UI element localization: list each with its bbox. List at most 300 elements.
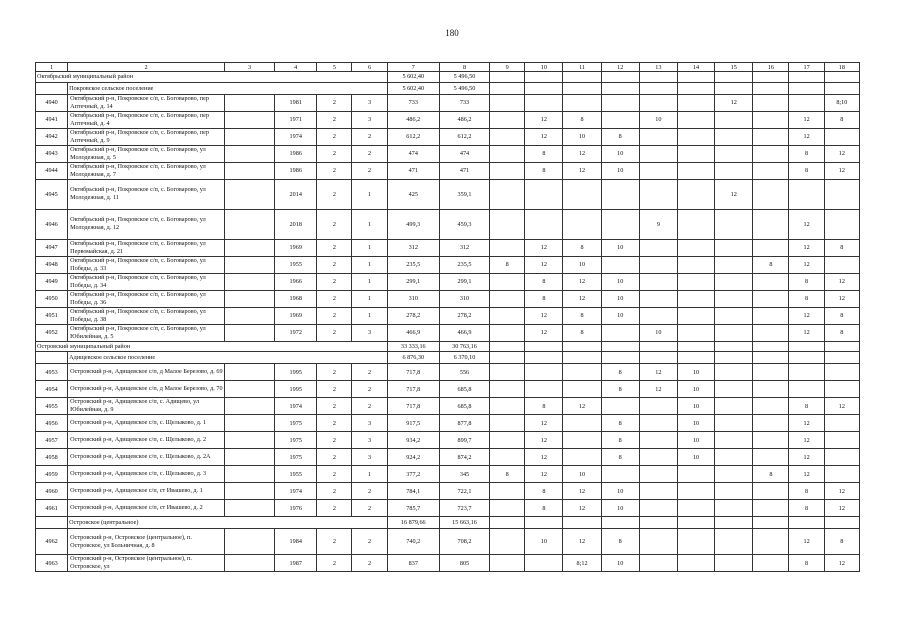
empty-cell xyxy=(715,82,753,94)
table-row xyxy=(36,398,860,415)
cell-col-15 xyxy=(715,449,753,466)
cell-col-16 xyxy=(753,94,789,111)
cell-col-15 xyxy=(715,209,753,239)
row-number: 4946 xyxy=(36,209,68,239)
cell-col-4: 1987 xyxy=(275,555,317,572)
column-number: 16 xyxy=(753,63,789,72)
cell-col-14 xyxy=(677,145,714,162)
cell-col-15 xyxy=(715,145,753,162)
cell-col-11: 8 xyxy=(563,324,601,341)
cell-col-8: 723,7 xyxy=(439,500,489,517)
cell-col-12: 8 xyxy=(601,381,639,398)
cell-col-6: 2 xyxy=(352,145,387,162)
address: Островский р-н, Адищевское с/п, ст Ивашево, д. 2 xyxy=(68,500,225,517)
empty-cell xyxy=(677,517,714,529)
cell-col-11: 8 xyxy=(563,239,601,256)
total-area: 16 879,66 xyxy=(387,517,439,529)
cell-col-10: 12 xyxy=(525,239,563,256)
district-total-row xyxy=(36,72,860,83)
cell-col-16 xyxy=(753,398,789,415)
cell-col-10 xyxy=(525,94,563,111)
empty-cell xyxy=(525,72,563,83)
cell-col-17: 12 xyxy=(789,415,824,432)
cell-col-4: 1995 xyxy=(275,381,317,398)
cell-col-5: 2 xyxy=(317,179,352,209)
cell-col-9 xyxy=(490,364,525,381)
address: Островский р-н, Адищевское с/п, с. Щелыково, д. 3 xyxy=(68,466,225,483)
table-row xyxy=(36,307,860,324)
address: Октябрьский р-н, Покровское с/п, с. Боговарово, пер Аптечный, д. 14 xyxy=(68,94,225,111)
empty-cell xyxy=(753,517,789,529)
row-number: 4962 xyxy=(36,529,68,555)
row-number: 4944 xyxy=(36,162,68,179)
cell-col-14: 10 xyxy=(677,432,714,449)
empty-cell xyxy=(224,500,274,517)
cell-col-15 xyxy=(715,483,753,500)
empty-cell xyxy=(490,72,525,83)
cell-col-18 xyxy=(824,415,859,432)
cell-col-14 xyxy=(677,483,714,500)
cell-col-12 xyxy=(601,111,639,128)
cell-col-6: 1 xyxy=(352,239,387,256)
cell-col-5: 2 xyxy=(317,162,352,179)
cell-col-17: 8 xyxy=(789,145,824,162)
cell-col-10: 12 xyxy=(525,466,563,483)
cell-col-11: 12 xyxy=(563,398,601,415)
cell-col-17 xyxy=(789,381,824,398)
cell-col-5: 2 xyxy=(317,500,352,517)
cell-col-7: 924,2 xyxy=(387,449,439,466)
cell-col-11 xyxy=(563,364,601,381)
cell-col-8: 466,9 xyxy=(439,324,489,341)
row-number: 4943 xyxy=(36,145,68,162)
cell-col-18: 12 xyxy=(824,273,859,290)
cell-col-9: 8 xyxy=(490,466,525,483)
column-number: 11 xyxy=(563,63,601,72)
table-row xyxy=(36,483,860,500)
cell-col-14: 10 xyxy=(677,449,714,466)
empty-cell xyxy=(677,82,714,94)
cell-col-14 xyxy=(677,324,714,341)
cell-col-12: 10 xyxy=(601,162,639,179)
cell-col-15 xyxy=(715,111,753,128)
cell-col-6: 1 xyxy=(352,179,387,209)
cell-col-13 xyxy=(639,162,677,179)
settlement-total-row xyxy=(36,352,860,364)
cell-col-11: 12 xyxy=(563,162,601,179)
cell-col-9 xyxy=(490,432,525,449)
address: Октябрьский р-н, Покровское с/п, с. Боговарово, ул Победы, д. 33 xyxy=(68,256,225,273)
cell-col-7: 917,5 xyxy=(387,415,439,432)
cell-col-15: 12 xyxy=(715,179,753,209)
cell-col-17: 12 xyxy=(789,449,824,466)
empty-cell xyxy=(639,517,677,529)
cell-col-16 xyxy=(753,145,789,162)
cell-col-6: 3 xyxy=(352,415,387,432)
empty-cell xyxy=(525,517,563,529)
cell-col-10: 12 xyxy=(525,324,563,341)
cell-col-11: 10 xyxy=(563,256,601,273)
cell-col-14 xyxy=(677,290,714,307)
row-number: 4941 xyxy=(36,111,68,128)
address: Октябрьский р-н, Покровское с/п, с. Боговарово, ул Молодежная, д. 12 xyxy=(68,209,225,239)
cell-col-11: 12 xyxy=(563,529,601,555)
cell-col-15 xyxy=(715,273,753,290)
cell-col-12 xyxy=(601,179,639,209)
cell-col-16 xyxy=(753,381,789,398)
cell-col-12: 10 xyxy=(601,239,639,256)
cell-col-6: 1 xyxy=(352,256,387,273)
cell-col-16 xyxy=(753,239,789,256)
empty-cell xyxy=(490,341,525,352)
cell-col-9 xyxy=(490,128,525,145)
empty-cell xyxy=(224,483,274,500)
cell-col-4: 1975 xyxy=(275,415,317,432)
cell-col-6: 2 xyxy=(352,128,387,145)
settlement-name: Адищевское сельское поселение xyxy=(68,352,388,364)
empty-cell xyxy=(789,72,824,83)
cell-col-14 xyxy=(677,111,714,128)
cell-col-4: 1975 xyxy=(275,449,317,466)
cell-col-16 xyxy=(753,500,789,517)
cell-col-14 xyxy=(677,529,714,555)
cell-col-18: 12 xyxy=(824,145,859,162)
cell-col-9 xyxy=(490,209,525,239)
cell-col-18: 12 xyxy=(824,500,859,517)
cell-col-4: 1969 xyxy=(275,239,317,256)
cell-col-16 xyxy=(753,529,789,555)
cell-col-13: 9 xyxy=(639,209,677,239)
empty-cell xyxy=(563,517,601,529)
address: Октябрьский р-н, Покровское с/п, с. Боговарово, ул Юбилейная, д. 5 xyxy=(68,324,225,341)
cell-col-18 xyxy=(824,128,859,145)
cell-col-12: 10 xyxy=(601,307,639,324)
cell-col-10: 8 xyxy=(525,500,563,517)
cell-col-7: 612,2 xyxy=(387,128,439,145)
empty-cell xyxy=(224,432,274,449)
column-number: 9 xyxy=(490,63,525,72)
district-name: Октябрьский муниципальный район xyxy=(36,72,388,83)
table-body xyxy=(36,63,860,572)
settlement-name: Островское (центральное) xyxy=(68,517,388,529)
empty-cell xyxy=(715,72,753,83)
cell-col-11 xyxy=(563,415,601,432)
empty-cell xyxy=(224,111,274,128)
address: Октябрьский р-н, Покровское с/п, с. Боговарово, ул Молодежная, д. 11 xyxy=(68,179,225,209)
empty-cell xyxy=(753,72,789,83)
cell-col-5: 2 xyxy=(317,256,352,273)
cell-col-12: 10 xyxy=(601,500,639,517)
cell-col-6: 2 xyxy=(352,398,387,415)
empty-cell xyxy=(789,517,824,529)
address: Островский р-н, Адищевское с/п, с. Щелыково, д. 1 xyxy=(68,415,225,432)
cell-col-7: 837 xyxy=(387,555,439,572)
cell-col-5: 2 xyxy=(317,398,352,415)
cell-col-5: 2 xyxy=(317,466,352,483)
row-number: 4953 xyxy=(36,364,68,381)
cell-col-6: 2 xyxy=(352,529,387,555)
cell-col-12: 8 xyxy=(601,128,639,145)
cell-col-11: 8 xyxy=(563,111,601,128)
empty-cell xyxy=(715,517,753,529)
cell-col-10: 10 xyxy=(525,529,563,555)
cell-col-6: 3 xyxy=(352,432,387,449)
table-row xyxy=(36,128,860,145)
column-number: 10 xyxy=(525,63,563,72)
cell-col-5: 2 xyxy=(317,94,352,111)
cell-col-17: 8 xyxy=(789,162,824,179)
cell-col-13 xyxy=(639,555,677,572)
address: Октябрьский р-н, Покровское с/п, с. Боговарово, ул Победы, д. 36 xyxy=(68,290,225,307)
cell-col-10: 12 xyxy=(525,128,563,145)
empty-cell xyxy=(36,82,68,94)
cell-col-5: 2 xyxy=(317,364,352,381)
cell-col-7: 310 xyxy=(387,290,439,307)
cell-col-13 xyxy=(639,500,677,517)
total-living-area: 6 370,10 xyxy=(439,352,489,364)
cell-col-16 xyxy=(753,483,789,500)
empty-cell xyxy=(224,466,274,483)
cell-col-14 xyxy=(677,466,714,483)
cell-col-5: 2 xyxy=(317,111,352,128)
empty-cell xyxy=(563,341,601,352)
empty-cell xyxy=(601,341,639,352)
cell-col-14 xyxy=(677,555,714,572)
housing-register-table xyxy=(35,62,860,572)
cell-col-17: 12 xyxy=(789,209,824,239)
page-number: 180 xyxy=(445,28,459,38)
address: Островский р-н, Адищевское с/п, с. Щелыково, д. 2А xyxy=(68,449,225,466)
cell-col-17: 8 xyxy=(789,500,824,517)
cell-col-14 xyxy=(677,179,714,209)
cell-col-7: 784,1 xyxy=(387,483,439,500)
empty-cell xyxy=(824,72,859,83)
cell-col-17: 12 xyxy=(789,128,824,145)
cell-col-17: 8 xyxy=(789,273,824,290)
cell-col-8: 474 xyxy=(439,145,489,162)
empty-cell xyxy=(789,341,824,352)
column-number: 17 xyxy=(789,63,824,72)
empty-cell xyxy=(490,82,525,94)
table-row xyxy=(36,555,860,572)
row-number: 4952 xyxy=(36,324,68,341)
total-living-area: 30 763,16 xyxy=(439,341,489,352)
row-number: 4951 xyxy=(36,307,68,324)
cell-col-15 xyxy=(715,555,753,572)
address: Островский р-н, Островское (центральное), п. Островское, ул xyxy=(68,555,225,572)
empty-cell xyxy=(224,256,274,273)
cell-col-9 xyxy=(490,483,525,500)
cell-col-14 xyxy=(677,500,714,517)
empty-cell xyxy=(525,341,563,352)
column-number: 5 xyxy=(317,63,352,72)
cell-col-16 xyxy=(753,128,789,145)
cell-col-4: 2014 xyxy=(275,179,317,209)
address: Октябрьский р-н, Покровское с/п, с. Боговарово, ул Молодежная, д. 5 xyxy=(68,145,225,162)
cell-col-15 xyxy=(715,415,753,432)
cell-col-8: 235,5 xyxy=(439,256,489,273)
cell-col-11: 12 xyxy=(563,483,601,500)
total-living-area: 5 496,50 xyxy=(439,72,489,83)
cell-col-17: 12 xyxy=(789,239,824,256)
cell-col-4: 1974 xyxy=(275,128,317,145)
cell-col-10: 12 xyxy=(525,111,563,128)
column-number: 7 xyxy=(387,63,439,72)
cell-col-12 xyxy=(601,324,639,341)
empty-cell xyxy=(677,352,714,364)
cell-col-15 xyxy=(715,128,753,145)
cell-col-12 xyxy=(601,398,639,415)
cell-col-15 xyxy=(715,381,753,398)
cell-col-13: 12 xyxy=(639,364,677,381)
cell-col-14: 10 xyxy=(677,398,714,415)
row-number: 4947 xyxy=(36,239,68,256)
cell-col-18: 12 xyxy=(824,483,859,500)
column-number: 13 xyxy=(639,63,677,72)
empty-cell xyxy=(789,352,824,364)
empty-cell xyxy=(715,352,753,364)
cell-col-13: 10 xyxy=(639,111,677,128)
cell-col-8: 299,1 xyxy=(439,273,489,290)
cell-col-10: 12 xyxy=(525,307,563,324)
row-number: 4949 xyxy=(36,273,68,290)
address: Октябрьский р-н, Покровское с/п, с. Боговарово, ул Победы, д. 34 xyxy=(68,273,225,290)
cell-col-5: 2 xyxy=(317,432,352,449)
cell-col-15 xyxy=(715,500,753,517)
cell-col-8: 612,2 xyxy=(439,128,489,145)
cell-col-4: 1968 xyxy=(275,290,317,307)
cell-col-9 xyxy=(490,324,525,341)
cell-col-9 xyxy=(490,381,525,398)
cell-col-7: 466,9 xyxy=(387,324,439,341)
cell-col-17: 12 xyxy=(789,256,824,273)
empty-cell xyxy=(36,517,68,529)
cell-col-10 xyxy=(525,364,563,381)
empty-cell xyxy=(601,517,639,529)
empty-cell xyxy=(563,82,601,94)
cell-col-8: 278,2 xyxy=(439,307,489,324)
cell-col-11 xyxy=(563,94,601,111)
cell-col-9 xyxy=(490,162,525,179)
empty-cell xyxy=(490,352,525,364)
empty-cell xyxy=(824,517,859,529)
empty-cell xyxy=(753,82,789,94)
table-row xyxy=(36,273,860,290)
cell-col-13 xyxy=(639,398,677,415)
cell-col-18: 8 xyxy=(824,307,859,324)
cell-col-18 xyxy=(824,179,859,209)
cell-col-14 xyxy=(677,94,714,111)
cell-col-7: 235,5 xyxy=(387,256,439,273)
cell-col-9 xyxy=(490,179,525,209)
cell-col-10: 12 xyxy=(525,415,563,432)
cell-col-18: 8 xyxy=(824,324,859,341)
cell-col-15 xyxy=(715,529,753,555)
column-number: 14 xyxy=(677,63,714,72)
cell-col-11 xyxy=(563,381,601,398)
cell-col-13 xyxy=(639,273,677,290)
empty-cell xyxy=(677,72,714,83)
cell-col-13 xyxy=(639,415,677,432)
cell-col-5: 2 xyxy=(317,324,352,341)
cell-col-8: 708,2 xyxy=(439,529,489,555)
cell-col-17: 8 xyxy=(789,483,824,500)
cell-col-6: 1 xyxy=(352,209,387,239)
cell-col-17 xyxy=(789,179,824,209)
total-living-area: 5 496,50 xyxy=(439,82,489,94)
cell-col-18 xyxy=(824,256,859,273)
cell-col-4: 1986 xyxy=(275,162,317,179)
cell-col-10: 8 xyxy=(525,273,563,290)
cell-col-6: 1 xyxy=(352,290,387,307)
cell-col-13: 12 xyxy=(639,381,677,398)
cell-col-17: 12 xyxy=(789,324,824,341)
cell-col-13 xyxy=(639,256,677,273)
empty-cell xyxy=(490,517,525,529)
empty-cell xyxy=(601,72,639,83)
cell-col-17: 12 xyxy=(789,111,824,128)
row-number: 4940 xyxy=(36,94,68,111)
cell-col-16 xyxy=(753,179,789,209)
empty-cell xyxy=(639,341,677,352)
cell-col-15 xyxy=(715,324,753,341)
cell-col-18 xyxy=(824,381,859,398)
cell-col-10 xyxy=(525,381,563,398)
cell-col-17: 12 xyxy=(789,466,824,483)
cell-col-16 xyxy=(753,415,789,432)
cell-col-10 xyxy=(525,179,563,209)
table-row xyxy=(36,256,860,273)
cell-col-14: 10 xyxy=(677,381,714,398)
cell-col-9 xyxy=(490,500,525,517)
cell-col-7: 425 xyxy=(387,179,439,209)
cell-col-4: 1971 xyxy=(275,111,317,128)
cell-col-7: 733 xyxy=(387,94,439,111)
cell-col-4: 1981 xyxy=(275,94,317,111)
table-row xyxy=(36,364,860,381)
cell-col-11 xyxy=(563,449,601,466)
cell-col-16 xyxy=(753,324,789,341)
column-number: 15 xyxy=(715,63,753,72)
address: Островский р-н, Адищевское с/п, д Малое Березово, д. 69 xyxy=(68,364,225,381)
cell-col-12 xyxy=(601,94,639,111)
table-row xyxy=(36,239,860,256)
empty-cell xyxy=(824,341,859,352)
total-living-area: 15 663,16 xyxy=(439,517,489,529)
cell-col-5: 2 xyxy=(317,290,352,307)
cell-col-11 xyxy=(563,209,601,239)
cell-col-11: 8 xyxy=(563,307,601,324)
column-number: 6 xyxy=(352,63,387,72)
empty-cell xyxy=(525,352,563,364)
table-row xyxy=(36,432,860,449)
empty-cell xyxy=(224,555,274,572)
cell-col-16 xyxy=(753,209,789,239)
cell-col-12: 10 xyxy=(601,290,639,307)
cell-col-6: 1 xyxy=(352,307,387,324)
cell-col-12: 8 xyxy=(601,529,639,555)
empty-cell xyxy=(224,398,274,415)
cell-col-4: 1974 xyxy=(275,483,317,500)
address: Октябрьский р-н, Покровское с/п, с. Боговарово, ул Первомайская, д. 21 xyxy=(68,239,225,256)
cell-col-7: 278,2 xyxy=(387,307,439,324)
cell-col-9 xyxy=(490,145,525,162)
cell-col-13 xyxy=(639,449,677,466)
table-row xyxy=(36,209,860,239)
cell-col-13 xyxy=(639,94,677,111)
total-area: 6 876,30 xyxy=(387,352,439,364)
column-number: 8 xyxy=(439,63,489,72)
